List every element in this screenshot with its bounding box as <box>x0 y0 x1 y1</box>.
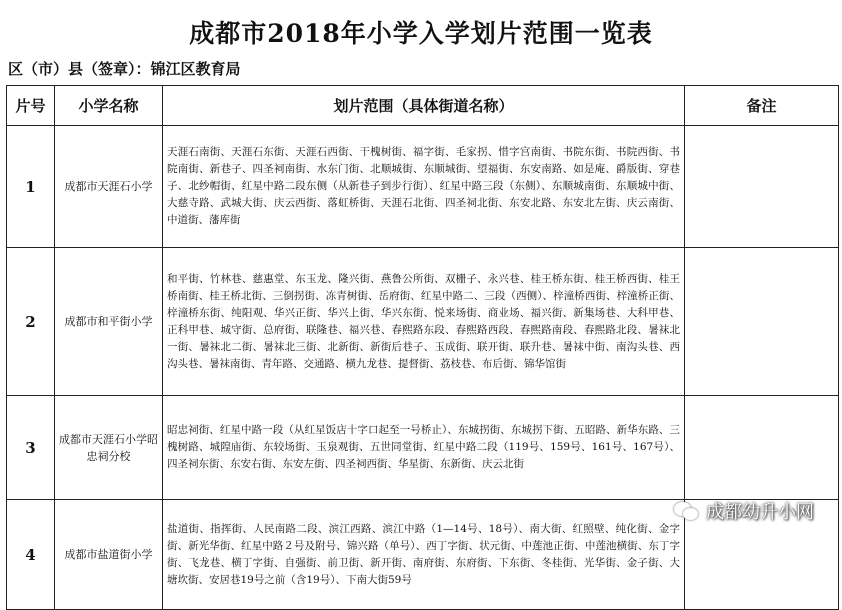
row-school: 成都市天涯石小学昭忠祠分校 <box>55 396 163 500</box>
row-note <box>685 126 839 248</box>
table-row <box>7 248 839 396</box>
table-row <box>7 396 839 500</box>
row-num: 2 <box>7 248 55 396</box>
page-title: 成都市2018年小学入学划片范围一览表 <box>189 19 653 48</box>
watermark-text: 成都幼升小网 <box>706 502 814 523</box>
header-num: 片号 <box>7 86 55 126</box>
table-row <box>7 126 839 248</box>
district-label: 区（市）县（签章）：锦江区教育局 <box>8 60 241 78</box>
row-note <box>685 396 839 500</box>
row-note <box>685 248 839 396</box>
row-range: 昭忠祠街、红星中路一段（从红星饭店十字口起至一号桥止）、东城拐街、东城拐下街、五昭路、新华东路、三槐树路、城隍庙街、东较场街、玉泉观街、五世同堂街、红星中路二段（119号、159号、161号、167号）、四圣祠东街、东安右街、东安左街、四圣祠西街、华星街、东新街、庆云北街 <box>163 396 685 500</box>
row-range: 盐道街、指挥街、人民南路二段、滨江西路、滨江中路（1—14号、18号）、南大街、红照壁、纯化街、金字街、新光华街、红星中路２号及附号、锦兴路（单号）、西丁字街、状元街、中莲池正街、中莲池横街、东丁字街、飞龙巷、横丁字街、自强街、前卫街、新开街、南府街、东府街、下东街、冬桂街、光华街、金子街、大塘坎街、安居巷19号之前（含19号）、下南大街59号 <box>163 500 685 610</box>
row-num: 3 <box>7 396 55 500</box>
table-header-row <box>7 86 839 126</box>
zoning-table <box>6 85 839 610</box>
row-school: 成都市和平街小学 <box>55 248 163 396</box>
wechat-icon <box>674 500 700 522</box>
watermark <box>674 498 814 524</box>
row-range: 和平街、竹林巷、慈惠堂、东玉龙、隆兴街、燕鲁公所街、双栅子、永兴巷、桂王桥东街、桂王桥西街、桂王桥南街、桂王桥北街、三倒拐街、冻青树街、岳府街、红星中路二、三段（西侧）、梓潼桥西街、梓潼桥正街、梓潼桥东街、纯阳观、华兴正街、华兴上街、华兴东街、悦来场街、商业场、福兴街、新集场巷、大科甲巷、正科甲巷、城守街、总府街、联隆巷、福兴巷、春熙路东段、春熙路西段、春熙路南段、春熙路北段、暑袜北一街、暑袜北二街、暑袜北三街、北新街、新街后巷子、玉成街、联开街、联升巷、暑袜中街、南沟头巷、西沟头巷、暑袜南街、青年路、交通路、横九龙巷、提督街、荔枝巷、布后街、锦华馆街 <box>163 248 685 396</box>
row-range: 天涯石南街、天涯石东街、天涯石西街、干槐树街、福字街、毛家拐、惜字宫南街、书院东街、书院西街、书院南街、新巷子、四圣祠南街、水东门街、北顺城街、东顺城街、望福街、东安南路、如是庵、爵版街、穿巷子、北纱帽街、红星中路二段东侧（从新巷子到步行街）、红星中路三段（东侧）、东顺城南街、东顺城中街、大慈寺路、武城大街、庆云西街、落虹桥街、天涯石北街、四圣祠北街、东安北路、东安北左街、庆云南街、中道街、藩库街 <box>163 126 685 248</box>
header-range: 划片范围（具体街道名称） <box>163 86 685 126</box>
row-school: 成都市天涯石小学 <box>55 126 163 248</box>
row-num: 1 <box>7 126 55 248</box>
header-school: 小学名称 <box>55 86 163 126</box>
header-note: 备注 <box>685 86 839 126</box>
row-num: 4 <box>7 500 55 610</box>
row-school: 成都市盐道街小学 <box>55 500 163 610</box>
